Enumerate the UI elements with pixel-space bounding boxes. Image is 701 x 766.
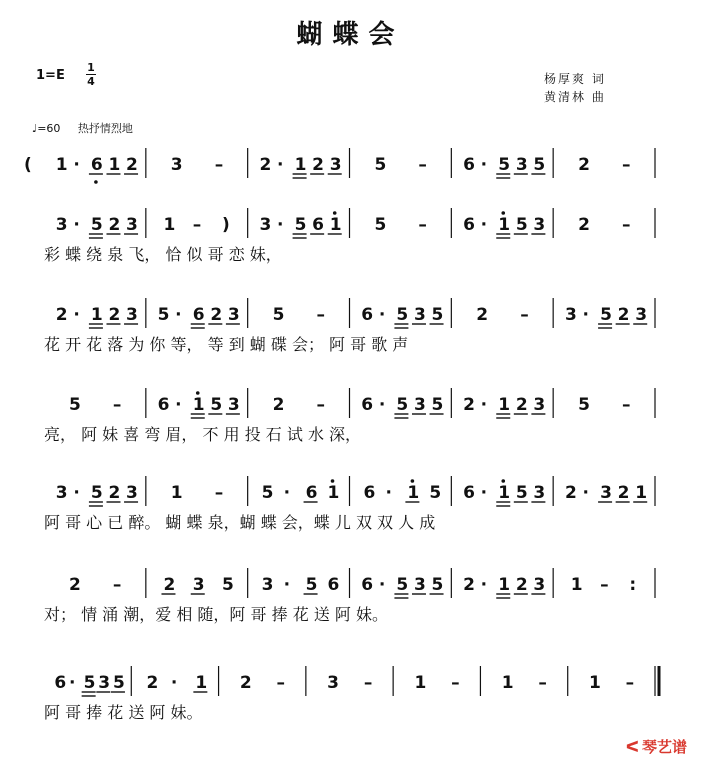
note: 2 (108, 215, 121, 235)
note: · (480, 155, 488, 175)
note: 1 (195, 673, 208, 693)
note: 5 (396, 305, 409, 325)
note: 6 (157, 395, 170, 415)
note: 5 (396, 395, 409, 415)
note: 1 (294, 155, 307, 175)
note: 2 (476, 305, 489, 325)
note: 1 (589, 673, 601, 693)
note: 6 (361, 575, 374, 595)
note: 5 (396, 575, 409, 595)
note: 6 (463, 483, 475, 503)
note: 3 (413, 575, 426, 595)
note: 1 (108, 155, 121, 175)
note: 5 (210, 395, 223, 415)
note: 1 (498, 483, 511, 503)
low-octave-dot (94, 180, 98, 184)
note: 1 (329, 215, 342, 235)
note: 5 (431, 575, 444, 595)
note: 3 (55, 215, 68, 235)
note: 2 (312, 155, 324, 175)
note: 5 (374, 215, 387, 235)
note: · (283, 575, 291, 595)
note: 5 (68, 395, 81, 415)
high-octave-dot (501, 479, 505, 483)
song-title: 蝴蝶会 (296, 20, 405, 50)
high-octave-dot (501, 211, 505, 215)
note: 3 (327, 673, 340, 693)
lyric-line: 花 开 花 落 为 你 等， 等 到 蝴 碟 会； 阿 哥 歌 声 (44, 335, 409, 354)
note: 2 (515, 395, 528, 415)
note: 6 (363, 483, 376, 503)
note: 5 (90, 483, 103, 503)
note: 5 (600, 305, 612, 325)
note: 1 (192, 395, 205, 415)
note: 1 (501, 673, 514, 693)
note: – (451, 673, 460, 693)
note: 6 (54, 673, 67, 693)
note: 5 (294, 215, 307, 235)
note: 6 (463, 215, 475, 235)
high-octave-dot (411, 479, 415, 483)
note: 2 (515, 575, 528, 595)
note: 3 (98, 673, 111, 693)
note: 6 (192, 305, 205, 325)
lyric-line: 对； 情 涌 潮，爱 相 随，阿 哥 捧 花 送 阿 妹。 (44, 605, 388, 624)
note: – (112, 575, 122, 595)
note: 1 (90, 305, 103, 325)
note: 2 (126, 155, 138, 175)
note: – (112, 395, 122, 415)
note: 3 (533, 575, 546, 595)
note: · (175, 395, 182, 415)
note: 2 (463, 575, 475, 595)
note: 2 (272, 395, 285, 415)
note: 3 (533, 483, 546, 503)
note: · (385, 483, 392, 503)
note: 3 (533, 395, 546, 415)
note: 1 (414, 673, 427, 693)
note: 5 (222, 575, 234, 595)
lyricist-credit: 杨厚爽 词 (544, 72, 606, 86)
note: 1 (163, 215, 176, 235)
watermark-logo (626, 736, 687, 757)
note: · (277, 215, 284, 235)
note: 2 (578, 215, 590, 235)
note: 2 (463, 395, 475, 415)
logo-icon: ᐸ (625, 738, 639, 756)
note: 5 (431, 395, 444, 415)
composer-credit: 黄清林 曲 (544, 90, 606, 104)
note: · (480, 215, 488, 235)
note: 5 (157, 305, 170, 325)
high-octave-dot (196, 391, 200, 395)
note: 1 (498, 395, 511, 415)
note: · (480, 395, 488, 415)
note: 6 (327, 575, 340, 595)
note: 5 (533, 155, 546, 175)
note: 3 (227, 305, 240, 325)
note: 2 (68, 575, 81, 595)
note: 6 (312, 215, 324, 235)
note: 2 (55, 305, 68, 325)
note: 5 (112, 673, 125, 693)
note: – (316, 305, 326, 325)
note: · (73, 305, 80, 325)
note: 3 (261, 575, 274, 595)
note: · (480, 483, 488, 503)
lyric-line: 阿 哥 心 已 醉。 蝴 蝶 泉，蝴 蝶 会，蝶 儿 双 双 人 成 (44, 513, 436, 532)
note: 5 (431, 305, 444, 325)
note: · (582, 305, 589, 325)
note: 3 (126, 215, 138, 235)
note: 5 (374, 155, 387, 175)
note: 1 (170, 483, 183, 503)
note: 3 (126, 305, 138, 325)
note: 5 (272, 305, 285, 325)
lyric-line: 亮， 阿 妹 喜 弯 眉， 不 用 投 石 试 水 深， (44, 425, 362, 444)
note: 5 (515, 215, 528, 235)
note: · (378, 395, 386, 415)
watermark-text: 琴艺谱 (641, 738, 687, 756)
note: – (214, 155, 224, 175)
note: 5 (83, 673, 96, 693)
note: 5 (498, 155, 511, 175)
note: 1 (55, 155, 68, 175)
note: 3 (329, 155, 342, 175)
note: 3 (413, 305, 426, 325)
time-signature-top: 1 (87, 61, 95, 74)
note: 5 (305, 575, 318, 595)
note: – (418, 215, 427, 235)
note: 2 (146, 673, 159, 693)
note: 3 (533, 215, 546, 235)
note: · (73, 215, 80, 235)
note: ) (222, 215, 230, 235)
high-octave-dot (333, 211, 337, 215)
note: – (214, 483, 224, 503)
note: 3 (55, 483, 68, 503)
note: · (378, 305, 386, 325)
note: 6 (361, 395, 374, 415)
note: 5 (578, 395, 590, 415)
note: – (622, 215, 631, 235)
key-signature: 1=E (36, 68, 65, 83)
note: 5 (429, 483, 442, 503)
high-octave-dot (331, 479, 335, 483)
note: – (192, 215, 202, 235)
note: 2 (163, 575, 176, 595)
note: · (582, 483, 589, 503)
note: 3 (413, 395, 426, 415)
note: 2 (108, 305, 121, 325)
open-paren: ( (24, 155, 32, 175)
note: 5 (515, 483, 528, 503)
note: – (622, 395, 631, 415)
note: : (629, 575, 637, 595)
note: · (277, 155, 284, 175)
note: 1 (498, 575, 511, 595)
note: 3 (170, 155, 183, 175)
note: – (625, 673, 635, 693)
note: 3 (259, 215, 272, 235)
note: 5 (90, 215, 103, 235)
note: 2 (564, 483, 577, 503)
note: – (538, 673, 547, 693)
note: · (480, 575, 488, 595)
note: – (520, 305, 529, 325)
note: 3 (564, 305, 577, 325)
note: · (73, 483, 80, 503)
tempo-mark: ♩=60 (32, 122, 61, 135)
time-signature-bottom: 4 (87, 75, 95, 88)
note: · (378, 575, 386, 595)
note: 3 (227, 395, 240, 415)
note: 1 (327, 483, 340, 503)
note: · (283, 483, 291, 503)
note: · (175, 305, 182, 325)
note: 3 (126, 483, 138, 503)
lyric-line: 彩 蝶 绕 泉 飞， 恰 似 哥 恋 妹， (44, 245, 282, 264)
note: 3 (515, 155, 528, 175)
lyric-line: 阿 哥 捧 花 送 阿 妹。 (44, 703, 203, 722)
note: 3 (600, 483, 612, 503)
note: · (73, 155, 80, 175)
note: 2 (108, 483, 121, 503)
note: 6 (90, 155, 103, 175)
note: 1 (635, 483, 648, 503)
note: 3 (192, 575, 205, 595)
note: – (600, 575, 609, 595)
note: 5 (261, 483, 274, 503)
note: 2 (210, 305, 223, 325)
note: 2 (239, 673, 252, 693)
note: 2 (259, 155, 272, 175)
note: 1 (407, 483, 420, 503)
note: · (170, 673, 178, 693)
note: 2 (617, 483, 630, 503)
tempo-expression: 热抒情烈地 (77, 122, 133, 135)
note: – (316, 395, 326, 415)
note: – (276, 673, 286, 693)
note: 6 (361, 305, 374, 325)
note: 6 (463, 155, 475, 175)
note: 2 (578, 155, 590, 175)
note: 6 (305, 483, 318, 503)
note: · (68, 673, 76, 693)
note: 1 (570, 575, 583, 595)
note: – (363, 673, 373, 693)
note: – (622, 155, 631, 175)
note: 3 (635, 305, 648, 325)
note: 2 (617, 305, 630, 325)
note: 1 (498, 215, 511, 235)
note: – (418, 155, 427, 175)
